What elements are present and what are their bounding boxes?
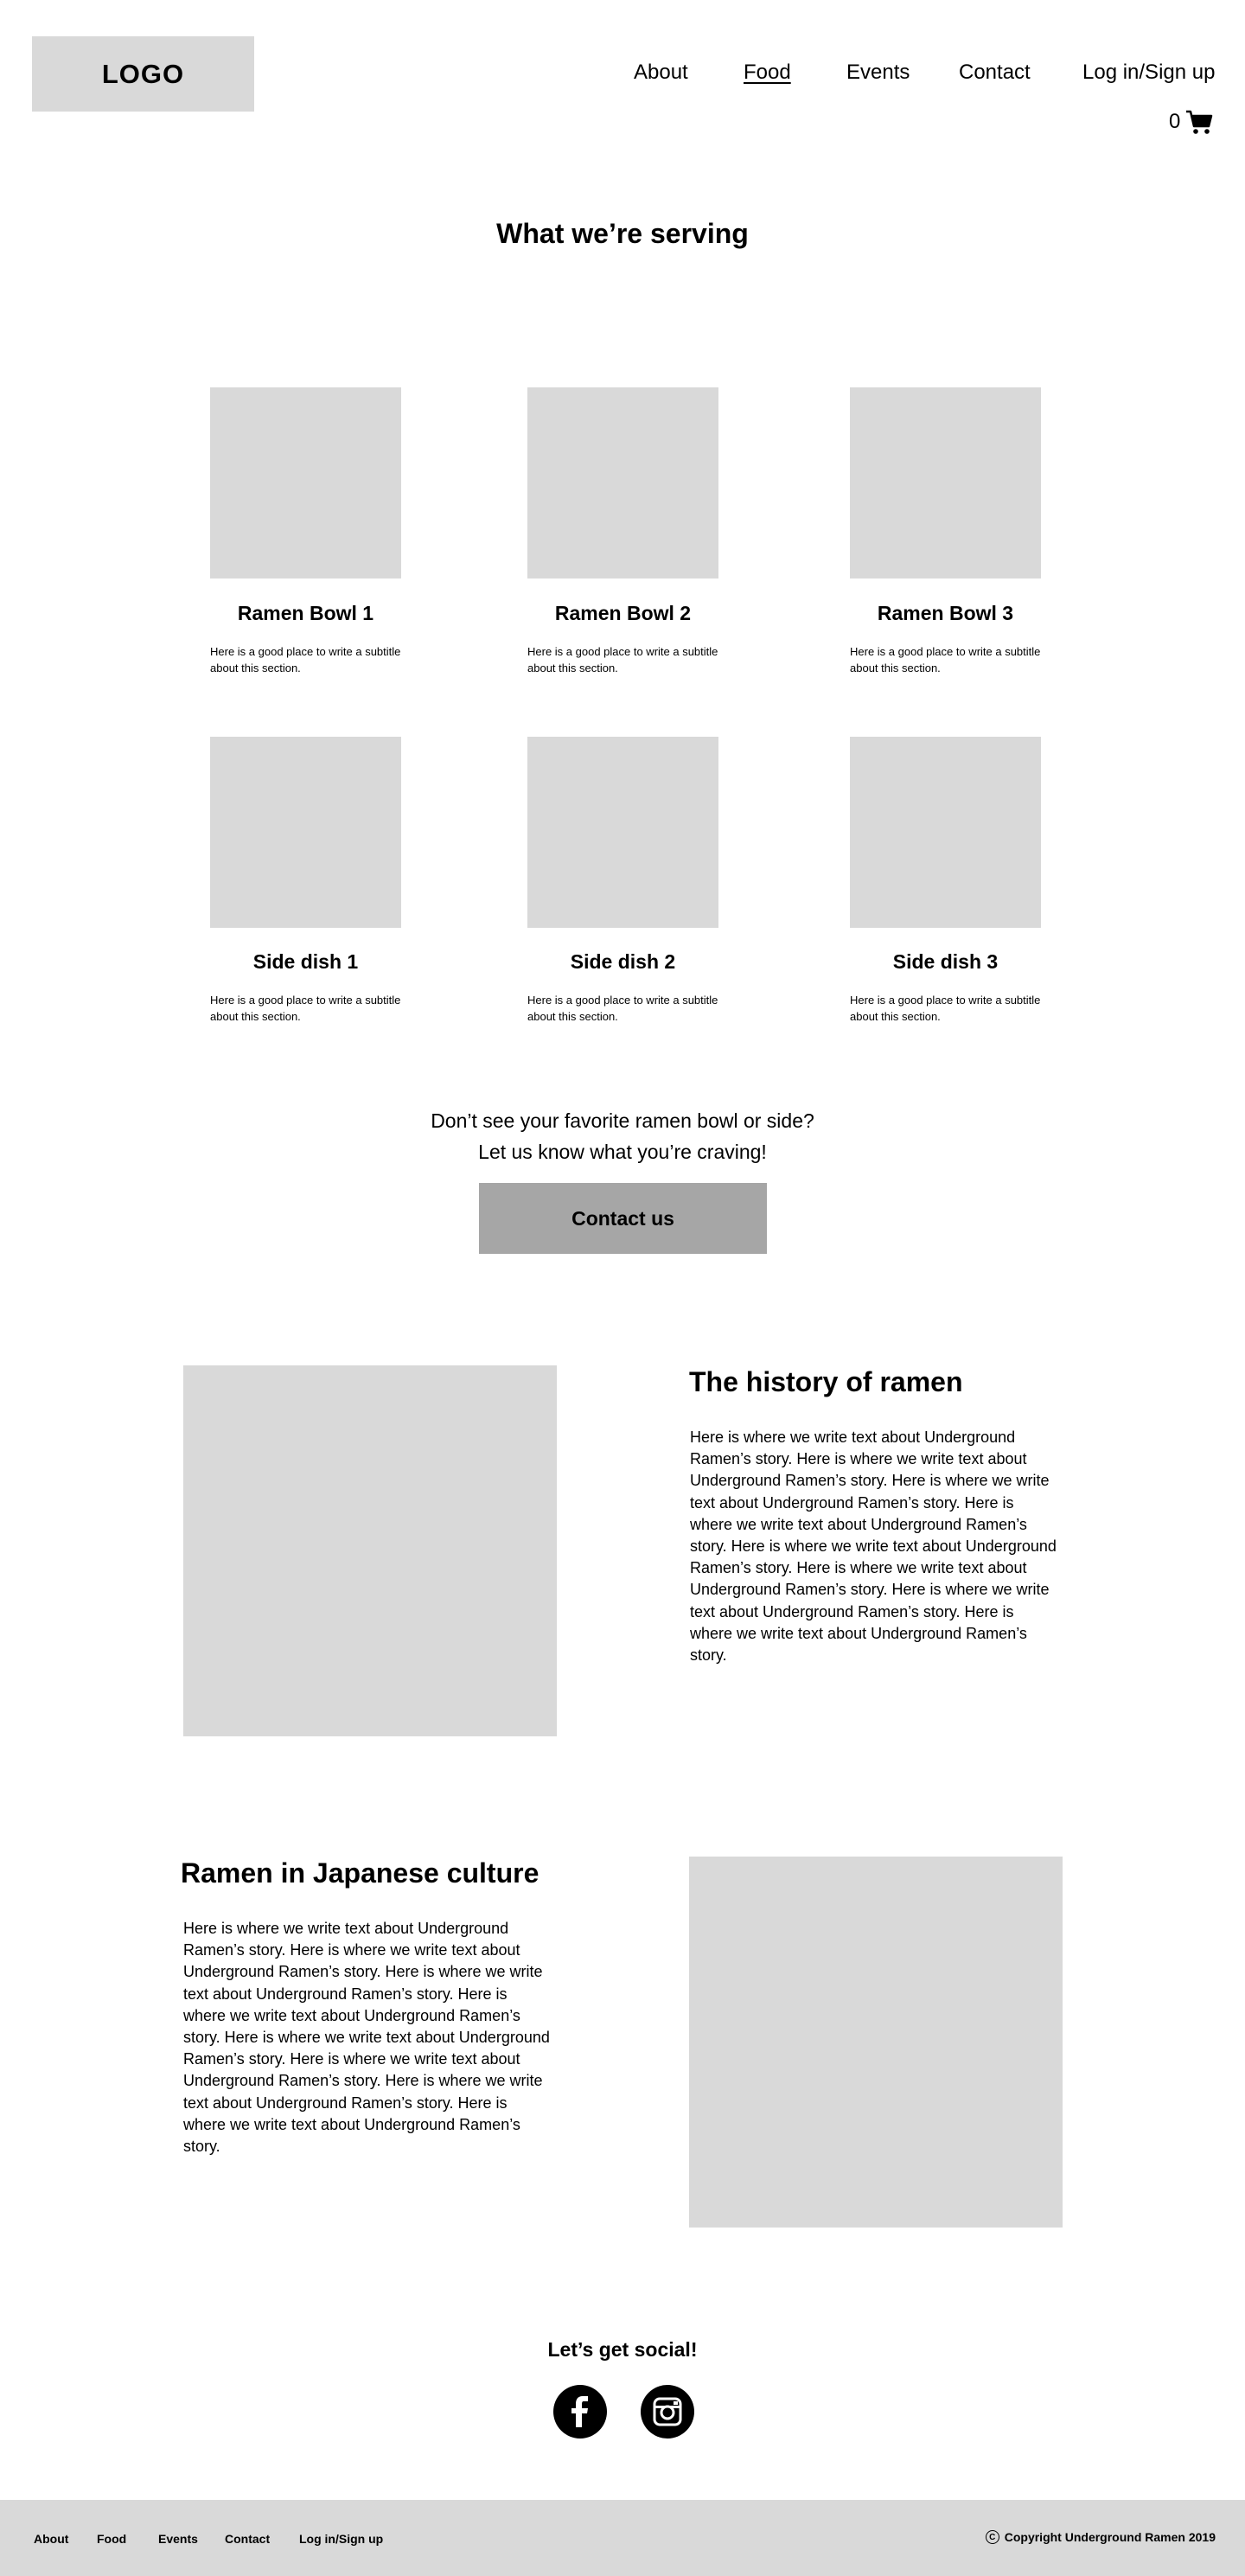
footer xyxy=(0,2500,1245,2576)
history-body: Here is where we write text about Underground Ramen’s story. Here is where we write text about Underground Ramen’s story. Here is where we write text about Underground Ramen’s story. Here is where we write text about Underground Ramen’s story. Here is where we write text about Underground Ramen’s story. Here is where we write text about Underground Ramen’s story. Here is where we write text about Underground Ramen’s story. Here is where we write text about Underground Ramen’s story. xyxy=(690,1429,1057,1665)
history-image xyxy=(183,1365,557,1736)
nav-events[interactable]: Events xyxy=(846,61,910,84)
menu-item-subtitle: Here is a good place to write a subtitle about this section. xyxy=(850,645,1041,674)
cart-count: 0 xyxy=(1169,110,1181,133)
menu-item-subtitle: Here is a good place to write a subtitle about this section. xyxy=(527,645,718,674)
footer-link-food[interactable]: Food xyxy=(97,2532,127,2546)
footer-link-contact[interactable]: Contact xyxy=(225,2532,271,2546)
culture-image xyxy=(689,1857,1063,2228)
footer-link-events[interactable]: Events xyxy=(158,2532,198,2546)
menu-item-subtitle: Here is a good place to write a subtitle about this section. xyxy=(527,994,718,1023)
menu-item-image[interactable] xyxy=(527,737,718,928)
menu-item-image[interactable] xyxy=(210,387,401,578)
menu-item-image[interactable] xyxy=(850,387,1041,578)
nav-about[interactable]: About xyxy=(634,61,688,84)
menu-item-image[interactable] xyxy=(210,737,401,928)
culture-title: Ramen in Japanese culture xyxy=(181,1857,540,1889)
history-title: The history of ramen xyxy=(689,1366,963,1397)
menu-item-title[interactable]: Side dish 3 xyxy=(892,950,999,973)
cta-line-2: Let us know what you’re craving! xyxy=(478,1141,767,1163)
menu-item-title[interactable]: Side dish 2 xyxy=(570,950,676,973)
page-title: What we’re serving xyxy=(496,218,749,249)
copyright-text: Copyright Underground Ramen 2019 xyxy=(1004,2530,1216,2544)
contact-us-button[interactable]: Contact us xyxy=(479,1183,767,1254)
shopping-cart-icon xyxy=(1185,109,1213,135)
nav-contact[interactable]: Contact xyxy=(959,61,1031,84)
menu-item-title[interactable]: Ramen Bowl 2 xyxy=(554,602,692,624)
facebook-icon[interactable] xyxy=(553,2385,607,2439)
copyright-icon: C xyxy=(986,2530,999,2544)
menu-item-subtitle: Here is a good place to write a subtitle about this section. xyxy=(850,994,1041,1023)
copyright xyxy=(986,2530,1216,2544)
menu-item-image[interactable] xyxy=(527,387,718,578)
social-title: Let’s get social! xyxy=(547,2338,698,2361)
footer-link-about[interactable]: About xyxy=(34,2532,69,2546)
footer-link-login-signup[interactable]: Log in/Sign up xyxy=(299,2532,384,2546)
nav-food[interactable]: Food xyxy=(744,61,791,84)
cart-button[interactable] xyxy=(1169,109,1213,135)
menu-item-title[interactable]: Ramen Bowl 3 xyxy=(877,602,1014,624)
menu-item-image[interactable] xyxy=(850,737,1041,928)
menu-item-title[interactable]: Side dish 1 xyxy=(252,950,359,973)
nav-login-signup[interactable]: Log in/Sign up xyxy=(1082,61,1216,84)
menu-item-title[interactable]: Ramen Bowl 1 xyxy=(237,602,374,624)
logo[interactable]: LOGO xyxy=(32,36,254,112)
instagram-icon[interactable] xyxy=(641,2385,694,2439)
cta-line-1: Don’t see your favorite ramen bowl or side? xyxy=(431,1109,814,1132)
menu-item-subtitle: Here is a good place to write a subtitle about this section. xyxy=(210,645,401,674)
culture-body: Here is where we write text about Underground Ramen’s story. Here is where we write text about Underground Ramen’s story. Here is where we write text about Underground Ramen’s story. Here is where we write text about Underground Ramen’s story. Here is where we write text about Underground Ramen’s story. Here is where we write text about Underground Ramen’s story. Here is where we write text about Underground Ramen’s story. Here is where we write text about Underground Ramen’s story. xyxy=(183,1920,550,2156)
menu-item-subtitle: Here is a good place to write a subtitle about this section. xyxy=(210,994,401,1023)
